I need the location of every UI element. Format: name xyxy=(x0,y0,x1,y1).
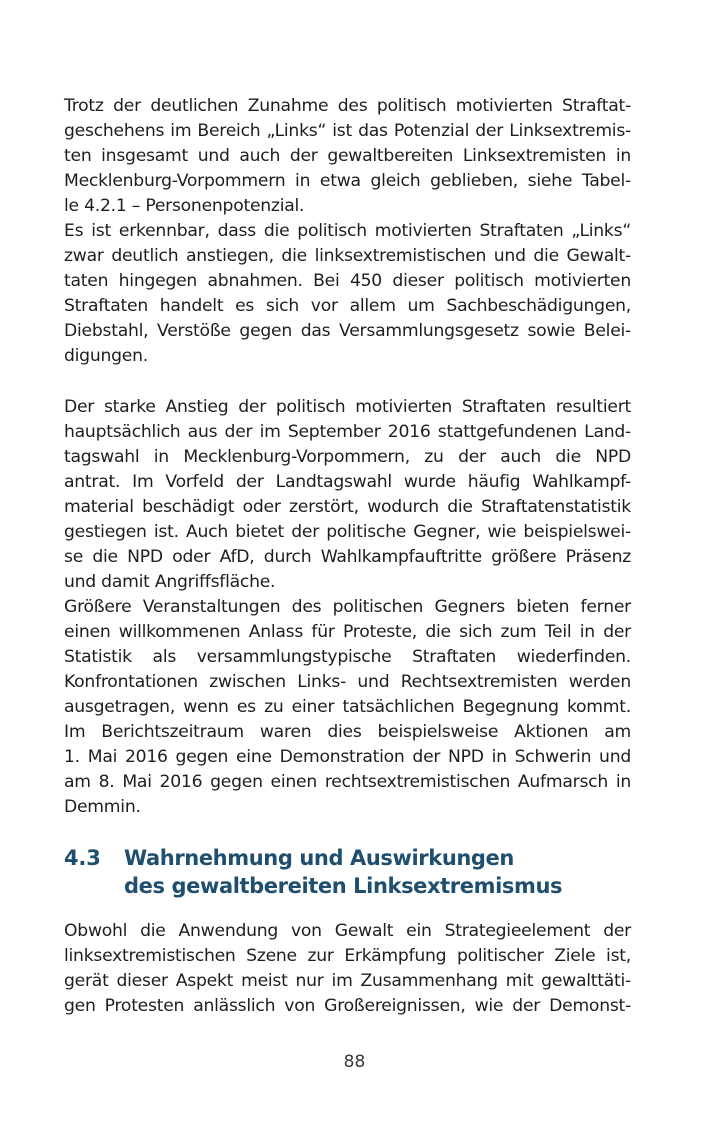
text-line: material beschädigt oder zerstört, wodurch die Straftatenstatistik xyxy=(64,497,631,517)
text-line: Trotz der deutlichen Zunahme des politisch motivierten Straftat- xyxy=(64,96,631,116)
text-line: Demmin. xyxy=(64,797,141,817)
text-line: linksextremistischen Szene zur Erkämpfung politischer Ziele ist, xyxy=(64,946,631,966)
page-number: 88 xyxy=(343,1052,366,1072)
text-line: hauptsächlich aus der im September 2016 stattgefundenen Land- xyxy=(64,422,631,442)
text-line: 1. Mai 2016 gegen eine Demonstration der NPD in Schwerin und xyxy=(64,747,631,767)
text-line: Im Berichtszeitraum waren dies beispielsweise Aktionen am xyxy=(64,722,631,742)
text-line: zwar deutlich anstiegen, die linksextremistischen und die Gewalt- xyxy=(64,246,631,266)
section-number: 4.3 xyxy=(64,846,101,870)
text-line: einen willkommenen Anlass für Proteste, die sich zum Teil in der xyxy=(64,622,631,642)
text-line: Straftaten handelt es sich vor allem um Sachbeschädigungen, xyxy=(64,296,631,316)
text-line: antrat. Im Vorfeld der Landtagswahl wurde häufig Wahlkampf- xyxy=(64,472,631,492)
text-line: geschehens im Bereich „Links“ ist das Potenzial der Linksextremis- xyxy=(64,121,631,141)
text-line: und damit Angriffsfläche. xyxy=(64,572,276,592)
text-line: Obwohl die Anwendung von Gewalt ein Strategieelement der xyxy=(64,921,631,941)
text-line: Mecklenburg-Vorpommern in etwa gleich geblieben, siehe Tabel- xyxy=(64,171,631,191)
text-line: Der starke Anstieg der politisch motivierten Straftaten resultiert xyxy=(64,397,631,417)
text-line: tagswahl in Mecklenburg-Vorpommern, zu der auch die NPD xyxy=(64,447,631,467)
text-line: Diebstahl, Verstöße gegen das Versammlungsgesetz sowie Belei- xyxy=(64,321,631,341)
text-line: le 4.2.1 – Personenpotenzial. xyxy=(64,196,305,216)
text-line: ten insgesamt und auch der gewaltbereiten Linksextremisten in xyxy=(64,146,631,166)
text-line: gen Protesten anlässlich von Großereignissen, wie der Demonst- xyxy=(64,996,631,1016)
text-line: Es ist erkennbar, dass die politisch motivierten Straftaten „Links“ xyxy=(64,221,631,241)
text-line: se die NPD oder AfD, durch Wahlkampfauftritte größere Präsenz xyxy=(64,547,631,567)
text-line: ausgetragen, wenn es zu einer tatsächlichen Begegnung kommt. xyxy=(64,697,631,717)
section-title-line-1: Wahrnehmung und Auswirkungen xyxy=(124,846,514,870)
text-line: am 8. Mai 2016 gegen einen rechtsextremistischen Aufmarsch in xyxy=(64,772,631,792)
text-line: Statistik als versammlungstypische Straftaten wiederfinden. xyxy=(64,647,631,667)
text-line: gerät dieser Aspekt meist nur im Zusammenhang mit gewalttäti- xyxy=(64,971,631,991)
text-line: gestiegen ist. Auch bietet der politische Gegner, wie beispielswei- xyxy=(64,522,631,542)
section-title-line-2: des gewaltbereiten Linksextremismus xyxy=(124,874,563,898)
text-line: Konfrontationen zwischen Links- und Rechtsextremisten werden xyxy=(64,672,631,692)
text-line: taten hingegen abnahmen. Bei 450 dieser politisch motivierten xyxy=(64,271,631,291)
text-line: digungen. xyxy=(64,346,148,366)
text-line: Größere Veranstaltungen des politischen Gegners bieten ferner xyxy=(64,597,631,617)
